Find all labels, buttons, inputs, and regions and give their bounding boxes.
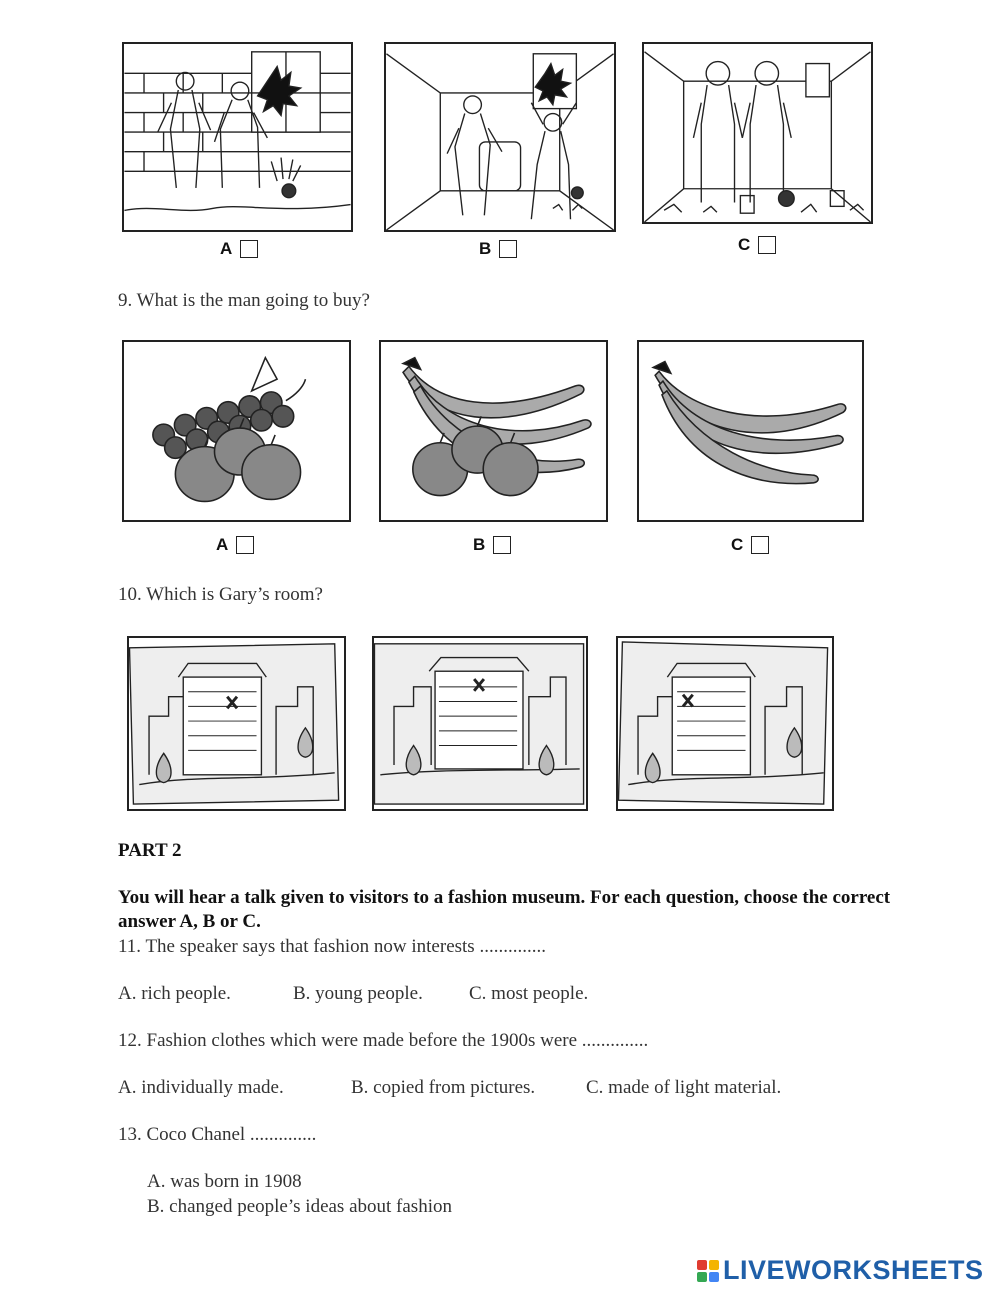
option-letter: C <box>731 535 744 554</box>
option-letter: B <box>473 535 486 554</box>
q8-checkbox-c[interactable] <box>758 236 776 254</box>
q8-scene-b <box>386 44 614 230</box>
building-icon <box>618 638 832 809</box>
part2-instructions: You will hear a talk given to visitors to a fashion museum. For each question, choose the correct answer A, B or C. <box>118 887 891 932</box>
liveworksheets-logo <box>697 1255 984 1286</box>
q9-checkbox-a[interactable] <box>236 536 254 554</box>
q12-choice-c[interactable]: C. made of light material. <box>586 1077 782 1098</box>
q8-picture-b <box>384 42 616 232</box>
option-letter: B <box>479 239 492 258</box>
q8-picture-c <box>642 42 873 224</box>
q8-option-b[interactable] <box>479 239 517 259</box>
part2-heading: PART 2 <box>118 840 182 861</box>
q10-question: 10. Which is Gary’s room? <box>118 584 323 605</box>
q11-question: 11. The speaker says that fashion now interests .............. <box>118 936 546 957</box>
q8-option-a[interactable] <box>220 239 258 259</box>
option-letter: A <box>216 535 229 554</box>
q8-scene-a <box>124 44 351 230</box>
q9-question: 9. What is the man going to buy? <box>118 290 370 311</box>
grapes-apples-icon <box>124 342 349 520</box>
bananas-apples-icon <box>381 342 606 520</box>
q12-question: 12. Fashion clothes which were made before the 1900s were .............. <box>118 1030 649 1051</box>
brand-name: LIVEWORKSHEETS <box>723 1255 984 1285</box>
q8-option-c[interactable] <box>738 235 776 255</box>
q8-picture-a <box>122 42 353 232</box>
q10-picture-1[interactable] <box>127 636 346 811</box>
q8-checkbox-a[interactable] <box>240 240 258 258</box>
q12-choice-b[interactable]: B. copied from pictures. <box>351 1077 536 1098</box>
q11-choice-b[interactable]: B. young people. <box>293 983 423 1004</box>
q9-option-b[interactable] <box>473 535 511 555</box>
q9-option-c[interactable] <box>731 535 769 555</box>
building-icon <box>129 638 344 809</box>
q8-scene-c <box>644 44 871 222</box>
q11-choice-c[interactable]: C. most people. <box>469 983 589 1004</box>
option-letter: C <box>738 235 751 254</box>
q9-checkbox-b[interactable] <box>493 536 511 554</box>
q12-choice-a[interactable]: A. individually made. <box>118 1077 284 1098</box>
bananas-icon <box>639 342 862 520</box>
logo-mark-icon <box>697 1260 719 1282</box>
building-icon <box>374 638 586 809</box>
q13-choice-b[interactable]: B. changed people’s ideas about fashion <box>147 1196 452 1217</box>
q8-checkbox-b[interactable] <box>499 240 517 258</box>
q9-picture-b <box>379 340 608 522</box>
q9-picture-c <box>637 340 864 522</box>
q10-picture-3[interactable] <box>616 636 834 811</box>
q9-picture-a <box>122 340 351 522</box>
q10-picture-2[interactable] <box>372 636 588 811</box>
q9-checkbox-c[interactable] <box>751 536 769 554</box>
q13-question: 13. Coco Chanel .............. <box>118 1124 317 1145</box>
q11-choice-a[interactable]: A. rich people. <box>118 983 231 1004</box>
option-letter: A <box>220 239 233 258</box>
q9-option-a[interactable] <box>216 535 254 555</box>
q13-choice-a[interactable]: A. was born in 1908 <box>147 1171 302 1192</box>
